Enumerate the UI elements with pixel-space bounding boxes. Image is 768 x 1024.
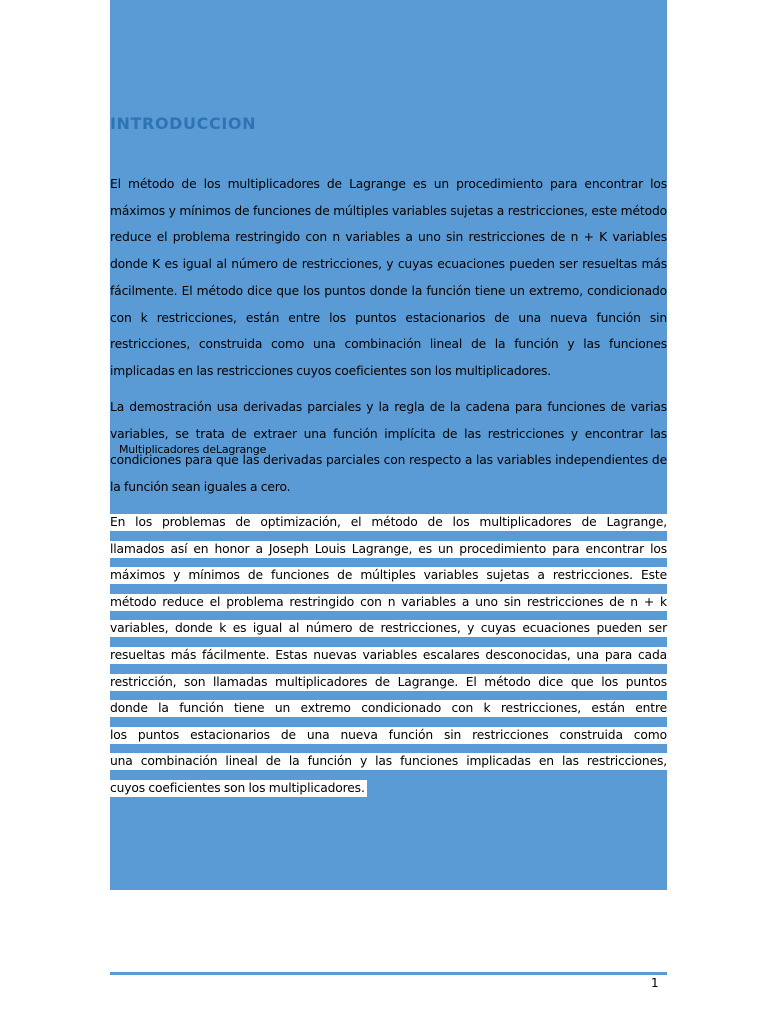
text-line: En los problemas de optimización, el método de los multiplicadores de Lagrange, [110,515,667,529]
text-line: restricción, son llamadas multiplicadores de Lagrange. El método dice que los puntos [110,674,667,689]
section-heading: INTRODUCCION [110,114,257,133]
paragraph-demonstration: La demostración usa derivadas parciales y la regla de la cadena para funciones de varias variables, se trata de extraer una función implícita de las restricciones y encontrar las condiciones para que las derivadas parciales con respecto a las variables independientes de la función sean iguales a cero. [110,400,667,495]
paragraph-intro: El método de los multiplicadores de Lagrange es un procedimiento para encontrar los máximos y mínimos de funciones de múltiples variables sujetas a restricciones, este método reduce el problema restringido con n variables a uno sin restricciones de n + K variables donde K es igual al número de restricciones, y cuyas ecuaciones pueden ser resueltas más fácilmente. El método dice que los puntos donde la función tiene un extremo, condicionado con k restricciones, están entre los puntos estacionarios de una nueva función sin restricciones, construida como una combinación lineal de la función y las funciones implicadas en las restricciones cuyos coeficientes son los multiplicadores. [110,177,667,378]
text-line: máximos y mínimos de funciones de múltiples variables sujetas a restricciones. Este [110,568,667,583]
text-line: una combinación lineal de la función y las funciones implicadas en las restricciones, [110,754,667,769]
page-number: 1 [651,976,659,990]
text-line: variables, donde k es igual al número de restricciones, y cuyas ecuaciones pueden ser [110,621,667,636]
text-line: los puntos estacionarios de una nueva función sin restricciones construida como [110,727,667,742]
overlay-title-label: Multiplicadores deLagrange [119,443,267,456]
paragraph-highlighted [110,510,667,803]
text-line: resueltas más fácilmente. Estas nuevas variables escalares desconocidas, una para cada [110,647,667,662]
text-line: método reduce el problema restringido con n variables a uno sin restricciones de n + k [110,594,667,609]
footer-divider [110,972,667,975]
text-line: cuyos coeficientes son los multiplicadores. [110,780,365,795]
text-line: llamados así en honor a Joseph Louis Lagrange, es un procedimiento para encontrar los [110,541,667,556]
text-line: donde la función tiene un extremo condicionado con k restricciones, están entre [110,701,667,716]
